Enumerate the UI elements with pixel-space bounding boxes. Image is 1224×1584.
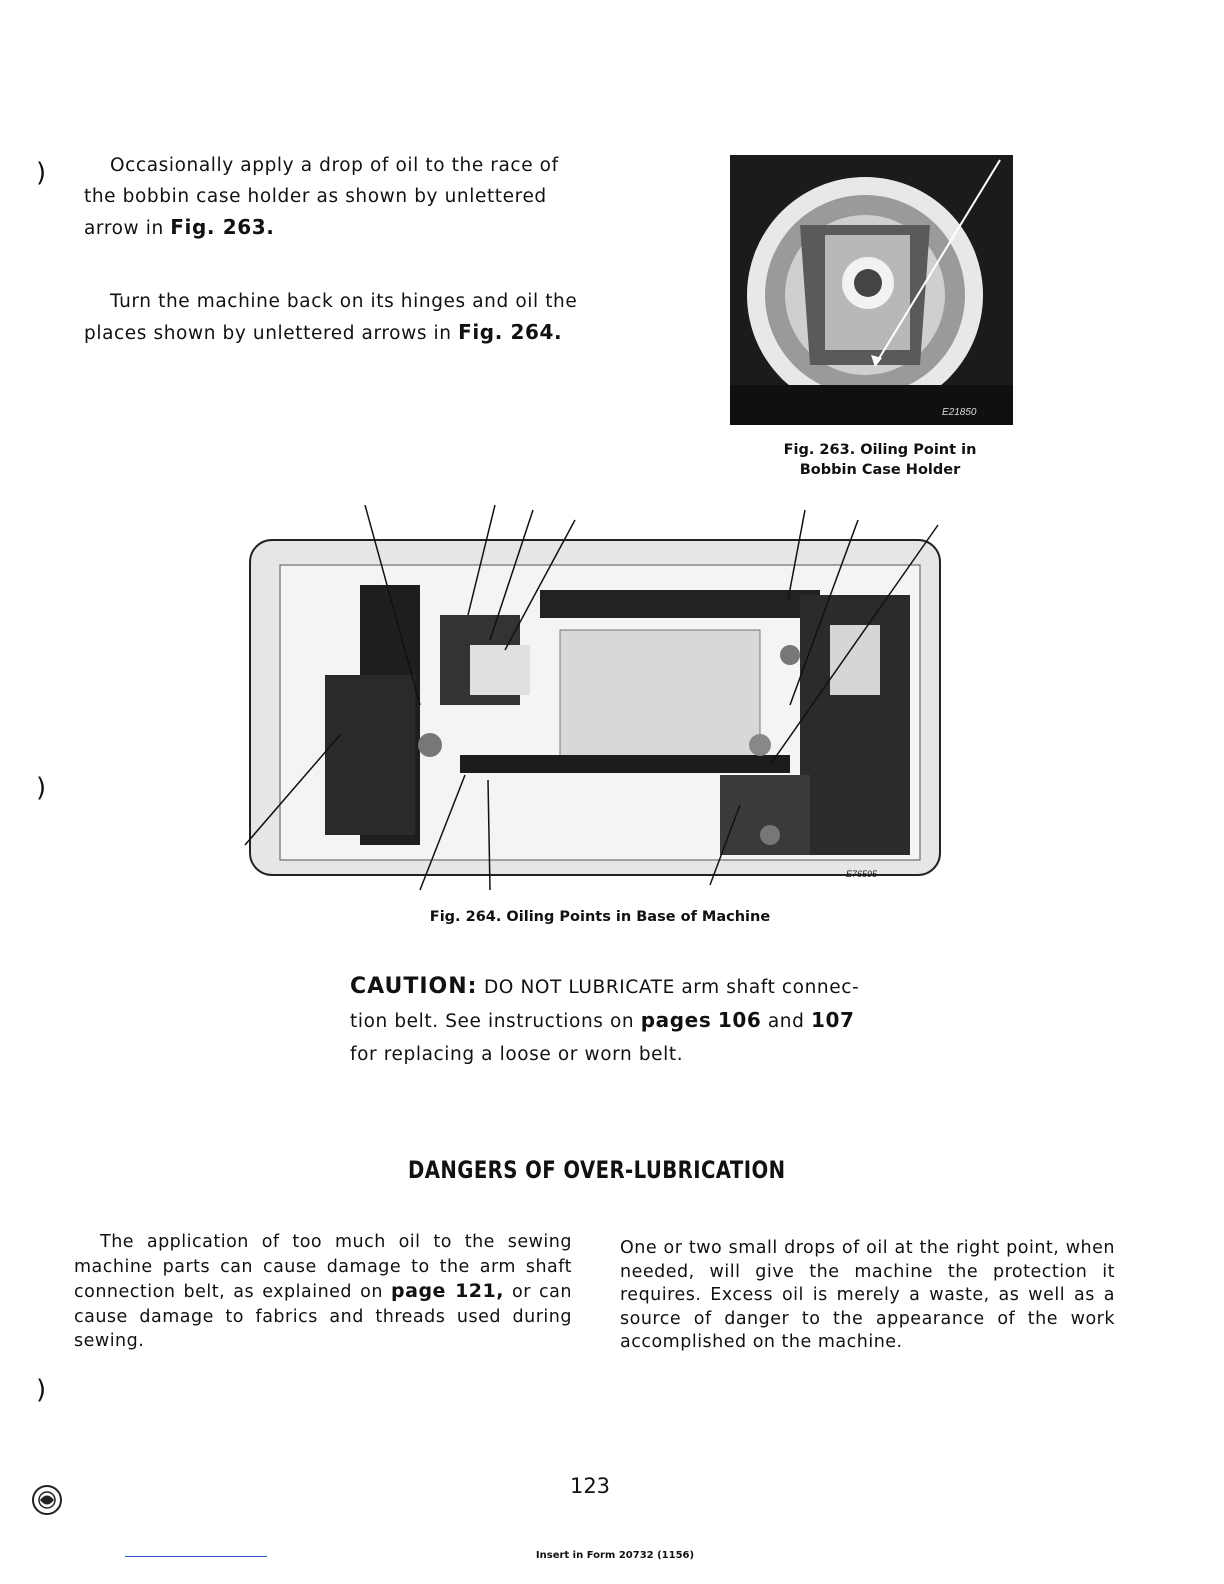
fig-263-photo [730, 155, 1013, 425]
margin-mark: ) [36, 1375, 47, 1405]
intro-p2-text: Turn the machine back on its hinges and oil the places shown by unlettered arrows in [84, 291, 578, 344]
caution-and-word: and [767, 1011, 805, 1032]
fig-263-ref: Fig. 263. [170, 215, 275, 239]
insert-note: Insert in Form 20732 (1156) [535, 1550, 695, 1561]
caution-text-2: tion belt. See instructions on [350, 1011, 635, 1032]
fig-263-caption [730, 440, 1030, 480]
bobbin-case-illustration [730, 155, 1013, 425]
fig-264-stamp: E76595 [846, 869, 878, 879]
fig-264-photo [240, 505, 950, 900]
machine-base-illustration [240, 505, 950, 900]
margin-mark: ) [36, 773, 47, 803]
caution-text-3: for replacing a loose or worn belt. [350, 1044, 684, 1065]
fig-264-caption: Fig. 264. Oiling Points in Base of Machine [429, 909, 771, 925]
right-column: One or two small drops of oil at the right point, when needed, will give the machine the protection it requires. Excess oil is merely a waste, as well as a source of danger to the appearance of the work accomplished on the machine. [620, 1238, 1115, 1352]
caution-block [350, 970, 870, 1071]
footer-rule [125, 1556, 267, 1557]
page-121-ref: page 121, [391, 1280, 504, 1302]
caution-page-a: 106 [717, 1008, 762, 1032]
caution-label: CAUTION: [350, 974, 478, 999]
fig-263-caption-line2: Bobbin Case Holder [799, 462, 961, 478]
caution-pages-word: pages [640, 1008, 712, 1032]
caution-text-1: DO NOT LUBRICATE arm shaft connec- [483, 977, 860, 998]
fig-263-caption-line1: Fig. 263. Oiling Point in [783, 442, 977, 458]
intro-paragraph-2 [84, 286, 594, 349]
section-heading: DANGERS OF OVER-LUBRICATION [408, 1156, 786, 1184]
margin-mark: ) [36, 158, 47, 188]
intro-paragraph-1 [84, 150, 594, 244]
page-number: 123 [569, 1474, 611, 1498]
fig-263-stamp: E21850 [942, 407, 977, 418]
fig-264-ref: Fig. 264. [458, 320, 563, 344]
singer-logo-icon [30, 1483, 64, 1517]
caution-page-b: 107 [810, 1008, 855, 1032]
left-column-text-end: or can cause damage to fabrics and threads used during sewing. [74, 1282, 572, 1351]
left-column [74, 1230, 572, 1354]
intro-p1-text: Occasionally apply a drop of oil to the race of the bobbin case holder as shown by unlettered arrow in [84, 155, 559, 239]
left-column-text: The application of too much oil to the sewing machine parts can cause damage to the arm shaft connection belt, as explained on [74, 1232, 572, 1302]
